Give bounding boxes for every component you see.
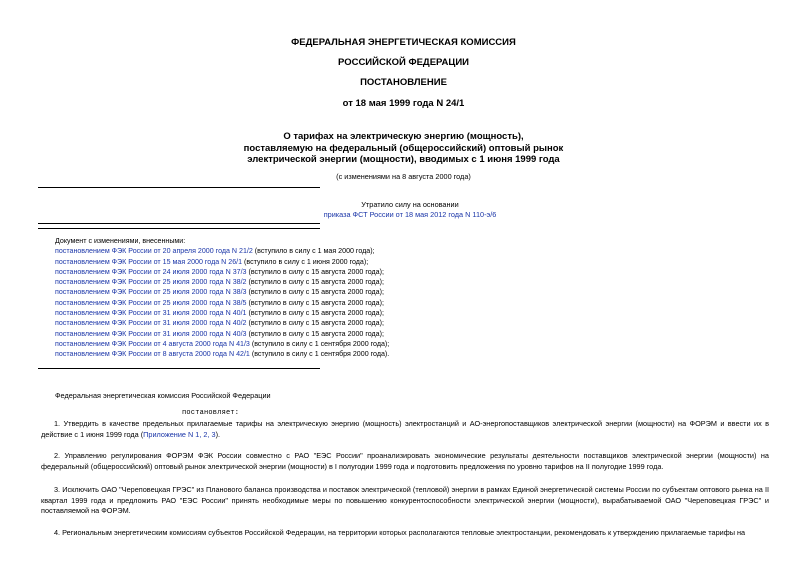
amendment-note: (вступило в силу с 15 августа 2000 года);	[246, 288, 384, 297]
list-item	[55, 329, 475, 339]
amendment-note: (вступило в силу с 15 августа 2000 года);	[246, 329, 384, 338]
amendment-note: (вступило в силу с 15 августа 2000 года);	[246, 309, 384, 318]
list-item	[55, 277, 475, 287]
list-item	[55, 287, 475, 297]
amendment-link[interactable]: постановлением ФЭК России от 24 июля 2000 года N 37/3	[55, 267, 247, 276]
title-line-3: электрической энергии (мощности), вводимых с 1 июня 1999 года	[247, 154, 560, 165]
amendment-link[interactable]: постановлением ФЭК России от 31 июля 2000 года N 40/1	[55, 309, 247, 318]
list-item	[55, 349, 475, 359]
paragraph-3: 3. Исключить ОАО "Череповецкая ГРЭС" из Планового баланса производства и поставок электрической (тепловой) энергии в рамках Единой энергетической системы России по субъектам оптового рынка на II квартал 1999 года и предложить РАО "ЕЭС России" принять необходимые меры по повышению конкурентоспособности электрической энергии (мощности), вырабатываемой ОАО "Череповецкая ГРЭС" и поставляемой на ФОРЭМ.	[41, 485, 769, 516]
amendment-link[interactable]: постановлением ФЭК России от 25 июля 2000 года N 38/2	[55, 278, 247, 287]
decree-word: постановляет:	[182, 409, 240, 417]
amendment-link[interactable]: постановлением ФЭК России от 4 августа 2000 года N 41/3	[55, 339, 250, 348]
amendment-note: (вступило в силу с 15 августа 2000 года);	[246, 278, 384, 287]
issuer-line: ФЕДЕРАЛЬНАЯ ЭНЕРГЕТИЧЕСКАЯ КОМИССИЯ	[291, 37, 516, 48]
expired-source-line	[290, 210, 530, 220]
amendment-link[interactable]: постановлением ФЭК России от 31 июля 2000 года N 40/3	[55, 329, 247, 338]
paragraph-2: 2. Управлению регулирования ФОРЭМ ФЭК России совместно с РАО "ЕЭС России" проанализировать экономические результаты деятельности поставщиков электрической энергии (мощности) на федеральный (общероссийский) оптовый рынок электрической энергии (мощности) в I полугодии 1999 года и подготовить предложения по уровню тарифов на II полугодие 1999 года.	[41, 451, 769, 471]
amendment-link[interactable]: постановлением ФЭК России от 20 апреля 2000 года N 21/2	[55, 247, 253, 256]
amendment-note: (вступило в силу с 15 августа 2000 года);	[246, 267, 384, 276]
list-item	[55, 308, 475, 318]
title-line-1: О тарифах на электрическую энергию (мощность),	[283, 131, 524, 142]
amendment-note: (вступило в силу с 1 сентября 2000 года).	[249, 350, 390, 359]
amendment-link[interactable]: постановлением ФЭК России от 8 августа 2000 года N 42/1	[55, 350, 250, 359]
separator-rule	[38, 228, 320, 229]
paragraph-1	[41, 419, 769, 440]
separator-rule	[38, 223, 320, 224]
document-title	[0, 131, 807, 166]
paragraph-1-text: 1. Утвердить в качестве предельных прилагаемые тарифы на электрическую энергию (мощность) электростанций и АО-энергопоставщиков электрической энергии (мощности) на ФОРЭМ и ввести их в действие с 1 июня 1999 года (	[41, 419, 769, 439]
list-item	[55, 339, 475, 349]
amendment-link[interactable]: постановлением ФЭК России от 15 мая 2000 года N 26/1	[55, 257, 243, 266]
document-date-number: от 18 мая 1999 года N 24/1	[342, 98, 465, 109]
amendment-note: (вступило в силу с 1 сентября 2000 года);	[249, 339, 390, 348]
amendment-note: (вступило в силу с 1 мая 2000 года);	[252, 247, 375, 256]
paragraph-4: 4. Региональным энергетическим комиссиям субъектов Российской Федерации, на территории которых располагаются тепловые электростанции, рекомендовать к утверждению прилагаемые тарифы на	[54, 528, 746, 537]
list-item	[55, 318, 475, 328]
expired-source-link[interactable]: приказа ФСТ России от 18 мая 2012 года N 110-э/6	[323, 210, 497, 219]
amendment-note: (вступило в силу с 1 июня 2000 года);	[242, 257, 369, 266]
separator-rule	[38, 187, 320, 188]
amendment-link[interactable]: постановлением ФЭК России от 25 июля 2000 года N 38/5	[55, 298, 247, 307]
list-item	[55, 267, 475, 277]
country-line: РОССИЙСКОЙ ФЕДЕРАЦИИ	[337, 57, 469, 68]
amendment-note: (вступило в силу с 15 августа 2000 года);	[246, 319, 384, 328]
changes-note: (с изменениями на 8 августа 2000 года)	[336, 172, 471, 181]
amendment-link[interactable]: постановлением ФЭК России от 25 июля 2000 года N 38/3	[55, 288, 247, 297]
appendix-link[interactable]: Приложение N 1, 2, 3	[143, 429, 216, 439]
list-item	[55, 246, 475, 256]
paragraph-1-end: ).	[215, 429, 221, 439]
list-item	[55, 257, 475, 267]
expired-label: Утратило силу на основании	[361, 200, 459, 209]
issuing-authority: Федеральная энергетическая комиссия Российской Федерации	[55, 391, 271, 400]
separator-rule	[38, 368, 320, 369]
title-line-2: поставляемую на федеральный (общероссийский) оптовый рынок	[243, 142, 564, 154]
amendment-note: (вступило в силу с 15 августа 2000 года);	[246, 298, 384, 307]
amendment-link[interactable]: постановлением ФЭК России от 31 июля 2000 года N 40/2	[55, 319, 247, 328]
amendments-list	[55, 236, 475, 360]
list-item	[55, 298, 475, 308]
amendments-heading: Документ с изменениями, внесенными:	[55, 237, 186, 245]
document-type: ПОСТАНОВЛЕНИЕ	[360, 77, 447, 88]
